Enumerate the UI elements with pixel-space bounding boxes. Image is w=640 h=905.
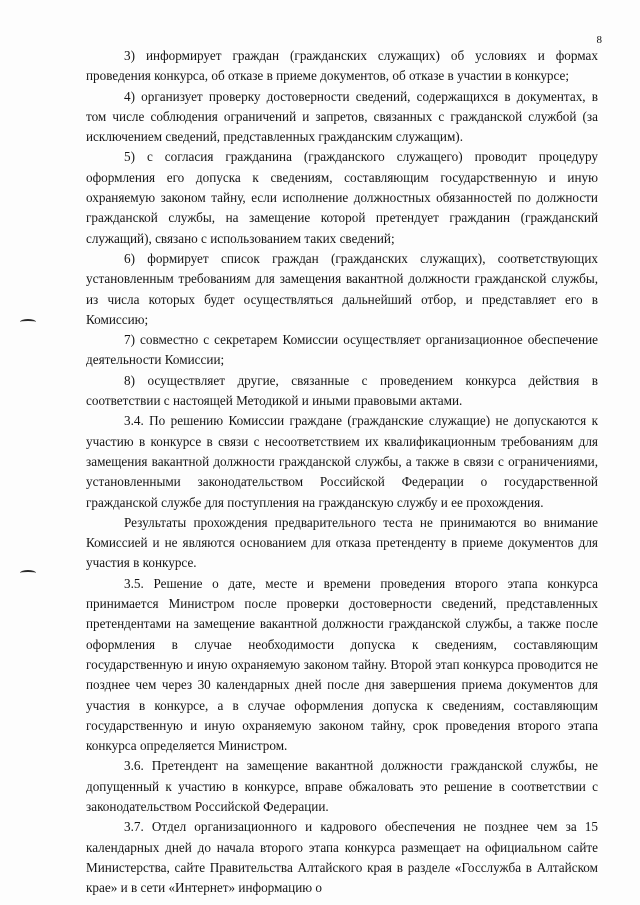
margin-mark — [20, 570, 36, 576]
paragraph-section-3-5: 3.5. Решение о дате, месте и времени проведения второго этапа конкурса принимается Министром после проверки достоверности сведений, представленных претендентами на замещение вакантной должности гражданской службы, а также после оформления в случае необходимости допуска к сведениям, составляющим государственную и иную охраняемую законом тайну. Второй этап конкурса проводится не позднее чем через 30 календарных дней после дня завершения приема документов для участия в конкурсе, а в случае оформления допуска к сведениям, составляющим государственную и иную охраняемую законом тайну, срок проведения второго этапа конкурса определяется Министром. — [86, 575, 598, 754]
page-number: 8 — [596, 34, 602, 46]
paragraph-item-4: 4) организует проверку достоверности сведений, содержащихся в документах, в том числе соблюдения ограничений и запретов, связанных с гражданской службой (за исключением сведений, представленных гражданским служащим). — [86, 88, 598, 145]
paragraph-section-3-7: 3.7. Отдел организационного и кадрового обеспечения не позднее чем за 15 календарных дней до начала второго этапа конкурса размещает на официальном сайте Министерства, сайте Правительства Алтайского края в разделе «Госслужба в Алтайском крае» и в сети «Интернет» информацию о — [86, 819, 598, 896]
paragraph-item-8: 8) осуществляет другие, связанные с проведением конкурса действия в соответствии с настоящей Методикой и иными правовыми актами. — [86, 372, 598, 409]
paragraph-test-results: Результаты прохождения предварительного теста не принимаются во внимание Комиссией и не являются основанием для отказа претенденту в приеме документов для участия в конкурсе. — [86, 514, 598, 571]
paragraph-item-3: 3) информирует граждан (гражданских служащих) об условиях и формах проведения конкурса, об отказе в приеме документов, об отказе в участии в конкурсе; — [86, 48, 598, 84]
paragraph-section-3-4: 3.4. По решению Комиссии граждане (гражданские служащие) не допускаются к участию в конкурсе в связи с несоответствием их квалификационным требованиям для замещения вакантной должности гражданской службы, а также в связи с ограничениями, установленными законодательством Российской Федерации о государственной гражданской службе для поступления на гражданскую службу и ее прохождения. — [86, 413, 598, 510]
document-body — [86, 46, 598, 898]
paragraph-section-3-6: 3.6. Претендент на замещение вакантной должности гражданской службы, не допущенный к участию в конкурсе, вправе обжаловать это решение в соответствии с законодательством Российской Федерации. — [86, 758, 598, 814]
paragraph-item-7: 7) совместно с секретарем Комиссии осуществляет организационное обеспечение деятельности Комиссии; — [86, 332, 598, 368]
paragraph-item-6: 6) формирует список граждан (гражданских служащих), соответствующих установленным требованиям для замещения вакантной должности гражданской службы, из числа которых будет осуществляться дальнейший отбор, и представляет его в Комиссию; — [86, 250, 598, 327]
paragraph-item-5: 5) с согласия гражданина (гражданского служащего) проводит процедуру оформления его допуска к сведениям, составляющим государственную и иную охраняемую законом тайну, если исполнение должностных обязанностей по должности гражданской службы, на замещение которой претендует гражданин (гражданский служащий), связано с использованием таких сведений; — [86, 149, 598, 246]
margin-mark — [20, 319, 36, 325]
